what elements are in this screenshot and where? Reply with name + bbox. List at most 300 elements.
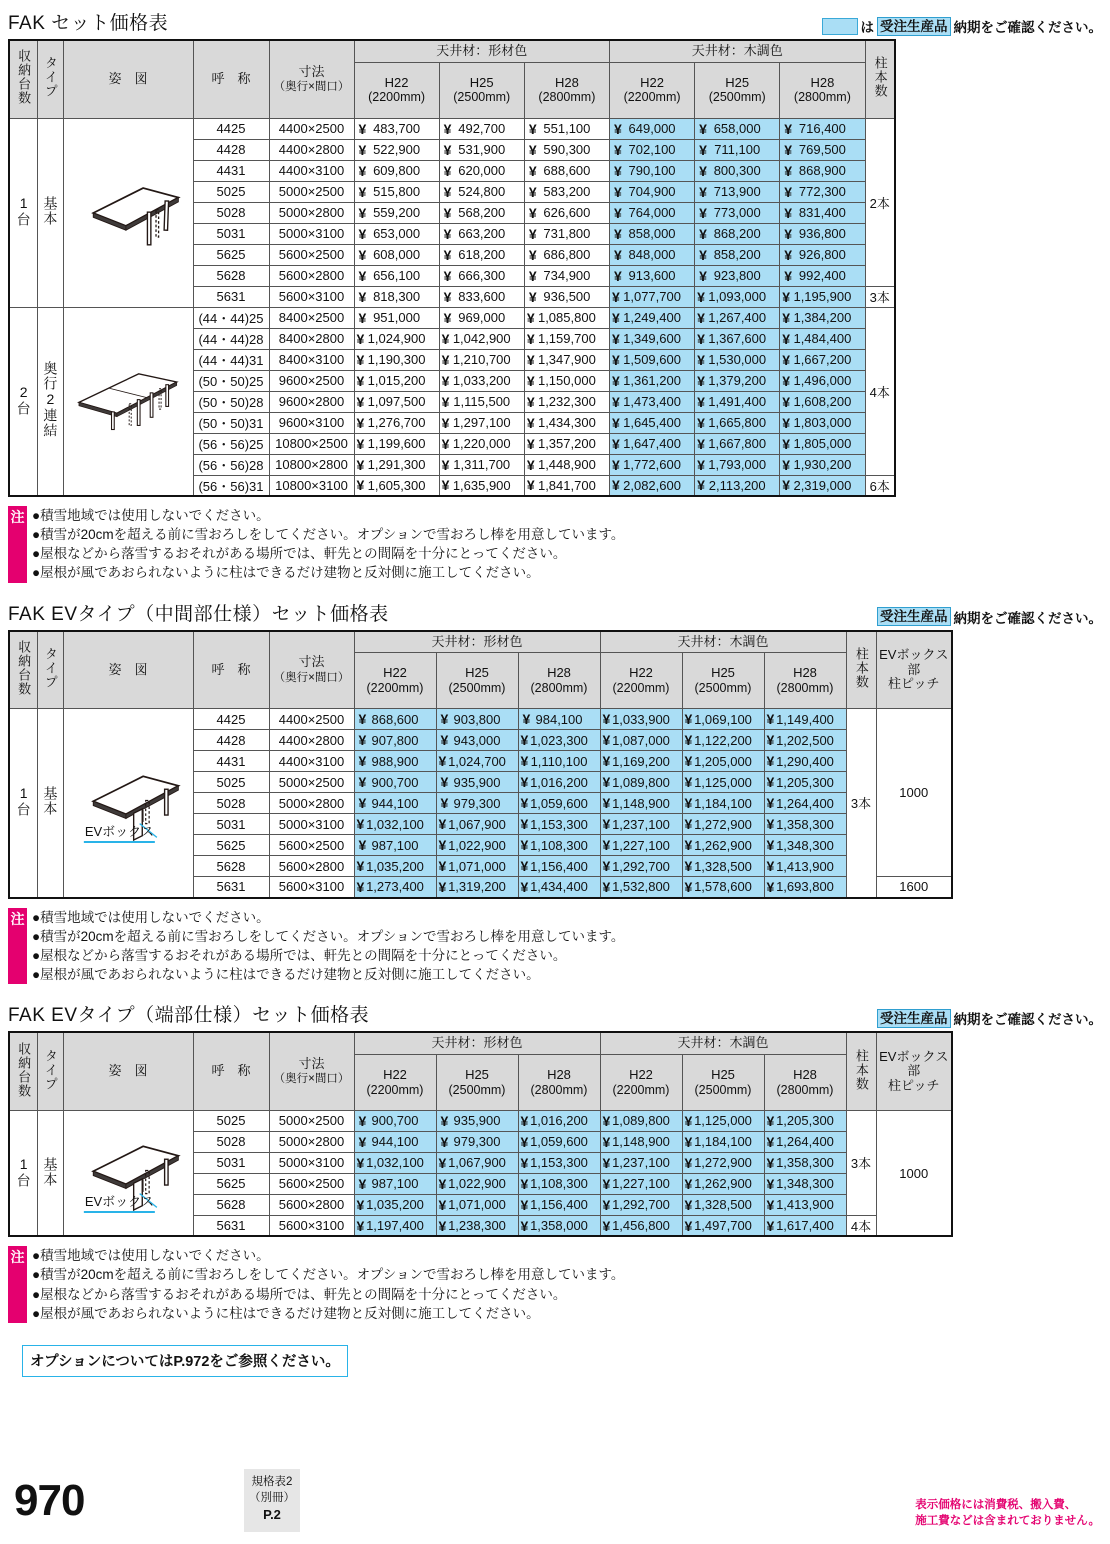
yen-symbol: ¥ bbox=[697, 351, 705, 368]
yen-symbol: ¥ bbox=[684, 1133, 693, 1150]
yen-symbol: ¥ bbox=[520, 816, 529, 833]
model-name-cell: 5025 bbox=[193, 772, 269, 793]
col-wood-h28: H28 (2800mm) bbox=[764, 653, 846, 709]
price-cell: ¥ 658,000 bbox=[695, 118, 780, 139]
price-cell: ¥ 1,297,100 bbox=[439, 412, 524, 433]
col-type: タイプ bbox=[37, 631, 63, 709]
yen-symbol: ¥ bbox=[684, 1154, 693, 1171]
col-pillars: 柱本数 bbox=[846, 1032, 876, 1110]
price-cell: ¥ 1,262,900 bbox=[682, 1173, 764, 1194]
price-cell: ¥ 1,195,900 bbox=[780, 286, 865, 307]
price-cell: ¥ 1,605,300 bbox=[354, 475, 439, 496]
yen-symbol: ¥ bbox=[684, 732, 693, 749]
col-dim: 寸法 （奥行×間口） bbox=[269, 631, 354, 709]
yen-symbol: ¥ bbox=[613, 162, 622, 179]
price-cell: ¥ 1,267,400 bbox=[695, 307, 780, 328]
price-cell: ¥ 1,456,800 bbox=[600, 1215, 682, 1236]
yen-symbol: ¥ bbox=[358, 183, 367, 200]
model-name-cell: 4425 bbox=[193, 709, 269, 730]
price-cell: ¥ 1,805,000 bbox=[780, 433, 865, 454]
yen-symbol: ¥ bbox=[526, 414, 535, 431]
price-cell: ¥ 769,500 bbox=[780, 139, 865, 160]
table-row bbox=[9, 118, 895, 139]
yen-symbol: ¥ bbox=[358, 162, 367, 179]
price-cell: ¥ 1,473,400 bbox=[609, 391, 694, 412]
yen-symbol: ¥ bbox=[528, 267, 537, 284]
section-header bbox=[0, 1000, 1110, 1031]
yen-symbol: ¥ bbox=[782, 351, 791, 368]
price-cell: ¥ 608,000 bbox=[354, 244, 439, 265]
price-table-fak-ev-end bbox=[8, 1031, 953, 1237]
price-cell: ¥ 1,149,400 bbox=[764, 709, 846, 730]
yen-symbol: ¥ bbox=[528, 183, 537, 200]
price-cell: ¥ 1,022,900 bbox=[436, 835, 518, 856]
model-name-cell: (56・56)25 bbox=[193, 433, 269, 454]
price-cell: ¥ 900,700 bbox=[354, 772, 436, 793]
price-cell: ¥ 1,220,000 bbox=[439, 433, 524, 454]
order-made-note bbox=[877, 607, 1102, 630]
yen-symbol: ¥ bbox=[358, 309, 367, 326]
page-number: 970 bbox=[14, 1476, 85, 1525]
price-cell: ¥ 1,358,300 bbox=[764, 1152, 846, 1173]
caution-list bbox=[27, 506, 624, 583]
price-cell: ¥ 1,035,200 bbox=[354, 1194, 436, 1215]
yen-symbol: ¥ bbox=[438, 837, 447, 854]
yen-symbol: ¥ bbox=[440, 1112, 449, 1129]
price-cell: ¥ 1,032,100 bbox=[354, 814, 436, 835]
price-cell: ¥ 800,300 bbox=[695, 160, 780, 181]
price-cell: ¥ 1,413,900 bbox=[764, 1194, 846, 1215]
col-wood-h28: H28 (2800mm) bbox=[780, 62, 865, 118]
yen-symbol: ¥ bbox=[602, 732, 611, 749]
price-cell: ¥ 900,700 bbox=[354, 1110, 436, 1131]
price-cell: ¥ 1,097,500 bbox=[354, 391, 439, 412]
yen-symbol: ¥ bbox=[684, 753, 693, 770]
price-cell: ¥ 1,169,200 bbox=[600, 751, 682, 772]
price-cell: ¥ 1,184,100 bbox=[682, 1131, 764, 1152]
option-note-row bbox=[0, 1345, 1110, 1377]
dimension-cell: 4400×2500 bbox=[269, 709, 354, 730]
yen-symbol: ¥ bbox=[784, 120, 793, 137]
price-cell: ¥ 987,100 bbox=[354, 835, 436, 856]
price-cell: ¥ 1,497,700 bbox=[682, 1215, 764, 1236]
price-cell: ¥ 944,100 bbox=[354, 1131, 436, 1152]
price-cell: ¥ 620,000 bbox=[439, 160, 524, 181]
col-pillars: 柱本数 bbox=[846, 631, 876, 709]
yen-symbol: ¥ bbox=[766, 1217, 775, 1234]
model-name-cell: 5031 bbox=[193, 814, 269, 835]
yen-symbol: ¥ bbox=[613, 183, 622, 200]
price-cell: ¥ 1,089,800 bbox=[600, 1110, 682, 1131]
caution-item: ●屋根などから落雪するおそれがある場所では、軒先との間隔を十分にとってください。 bbox=[32, 947, 567, 963]
price-cell: ¥ 935,900 bbox=[436, 1110, 518, 1131]
model-name-cell: 5628 bbox=[193, 265, 269, 286]
price-cell: ¥ 1,367,600 bbox=[695, 328, 780, 349]
price-cell: ¥ 1,319,200 bbox=[436, 877, 518, 898]
dimension-cell: 8400×2500 bbox=[269, 307, 354, 328]
yen-symbol: ¥ bbox=[602, 816, 611, 833]
model-name-cell: (50・50)28 bbox=[193, 391, 269, 412]
price-cell: ¥ 1,349,600 bbox=[609, 328, 694, 349]
price-cell: ¥ 1,024,700 bbox=[436, 751, 518, 772]
price-cell: ¥ 1,358,300 bbox=[764, 814, 846, 835]
price-cell: ¥ 656,100 bbox=[354, 265, 439, 286]
qty-cell: 1台 bbox=[9, 709, 37, 898]
yen-symbol: ¥ bbox=[358, 267, 367, 284]
model-name-cell: (56・56)31 bbox=[193, 475, 269, 496]
dimension-cell: 9600×3100 bbox=[269, 412, 354, 433]
order-made-tag: 受注生産品 bbox=[877, 1009, 951, 1028]
section-header bbox=[0, 599, 1110, 630]
order-made-note bbox=[877, 1008, 1102, 1031]
yen-symbol: ¥ bbox=[356, 858, 365, 875]
pillar-count-cell: 3本 bbox=[846, 709, 876, 898]
figure-cell bbox=[63, 118, 193, 307]
dimension-cell: 5000×3100 bbox=[269, 814, 354, 835]
price-cell: ¥ 1,509,600 bbox=[609, 349, 694, 370]
section-fak-ev-mid bbox=[0, 583, 1110, 985]
col-alum-h22: H22 (2200mm) bbox=[354, 62, 439, 118]
yen-symbol: ¥ bbox=[697, 435, 705, 452]
price-cell: ¥ 1,024,900 bbox=[354, 328, 439, 349]
col-alum-h22: H22 (2200mm) bbox=[354, 653, 436, 709]
col-pillars: 柱本数 bbox=[865, 40, 895, 118]
price-cell: ¥ 979,300 bbox=[436, 793, 518, 814]
model-name-cell: 5631 bbox=[193, 286, 269, 307]
dimension-cell: 9600×2500 bbox=[269, 370, 354, 391]
col-alum-h28: H28 (2800mm) bbox=[518, 1054, 600, 1110]
price-cell: ¥ 858,200 bbox=[695, 244, 780, 265]
price-cell: ¥ 1,205,000 bbox=[682, 751, 764, 772]
price-cell: ¥ 1,361,200 bbox=[609, 370, 694, 391]
dimension-cell: 5600×3100 bbox=[269, 877, 354, 898]
yen-symbol: ¥ bbox=[684, 1175, 693, 1192]
price-cell: ¥ 1,016,200 bbox=[518, 772, 600, 793]
dimension-cell: 5600×2800 bbox=[269, 265, 354, 286]
dimension-cell: 10800×2800 bbox=[269, 454, 354, 475]
yen-symbol: ¥ bbox=[766, 837, 775, 854]
figure-cell bbox=[63, 1110, 193, 1236]
price-cell: ¥ 1,110,100 bbox=[518, 751, 600, 772]
dimension-cell: 5000×3100 bbox=[269, 1152, 354, 1173]
price-cell: ¥ 1,347,900 bbox=[524, 349, 609, 370]
model-name-cell: 5625 bbox=[193, 244, 269, 265]
price-cell: ¥ 568,200 bbox=[439, 202, 524, 223]
price-cell: ¥ 1,059,600 bbox=[518, 1131, 600, 1152]
yen-symbol: ¥ bbox=[766, 753, 775, 770]
yen-symbol: ¥ bbox=[766, 858, 775, 875]
price-cell: ¥ 1,227,100 bbox=[600, 835, 682, 856]
price-cell: ¥ 666,300 bbox=[439, 265, 524, 286]
price-cell: ¥ 988,900 bbox=[354, 751, 436, 772]
yen-symbol: ¥ bbox=[438, 1217, 447, 1234]
yen-symbol: ¥ bbox=[440, 732, 449, 749]
price-cell: ¥ 1,793,000 bbox=[695, 454, 780, 475]
dimension-cell: 4400×3100 bbox=[269, 160, 354, 181]
price-cell: ¥ 583,200 bbox=[524, 181, 609, 202]
price-cell: ¥ 1,530,000 bbox=[695, 349, 780, 370]
price-cell: ¥ 926,800 bbox=[780, 244, 865, 265]
yen-symbol: ¥ bbox=[699, 141, 707, 158]
yen-symbol: ¥ bbox=[782, 372, 791, 389]
yen-symbol: ¥ bbox=[356, 372, 365, 389]
yen-symbol: ¥ bbox=[766, 1196, 775, 1213]
price-cell: ¥ 1,059,600 bbox=[518, 793, 600, 814]
yen-symbol: ¥ bbox=[356, 393, 365, 410]
yen-symbol: ¥ bbox=[699, 183, 707, 200]
yen-symbol: ¥ bbox=[602, 1133, 611, 1150]
model-name-cell: (50・50)25 bbox=[193, 370, 269, 391]
yen-symbol: ¥ bbox=[684, 878, 693, 895]
yen-symbol: ¥ bbox=[356, 1217, 365, 1234]
yen-symbol: ¥ bbox=[766, 1175, 775, 1192]
dimension-cell: 5600×2500 bbox=[269, 1173, 354, 1194]
col-wood-h25: H25 (2500mm) bbox=[682, 1054, 764, 1110]
qty-cell: 2台 bbox=[9, 307, 37, 496]
yen-symbol: ¥ bbox=[697, 372, 705, 389]
col-ev-pitch: EVボックス部 柱ピッチ bbox=[876, 631, 952, 709]
dimension-cell: 10800×2500 bbox=[269, 433, 354, 454]
yen-symbol: ¥ bbox=[782, 477, 791, 494]
carport-double-icon bbox=[64, 351, 193, 451]
dimension-cell: 4400×3100 bbox=[269, 751, 354, 772]
price-cell: ¥ 1,608,200 bbox=[780, 391, 865, 412]
col-qty: 収納台数 bbox=[9, 1032, 37, 1110]
price-cell: ¥ 716,400 bbox=[780, 118, 865, 139]
caution-mark: 注 bbox=[8, 1246, 27, 1323]
col-group-alum: 天井材：形材色 bbox=[354, 40, 609, 62]
table-row bbox=[9, 1110, 952, 1131]
price-cell: ¥ 1,667,200 bbox=[780, 349, 865, 370]
price-cell: ¥ 1,033,900 bbox=[600, 709, 682, 730]
tax-note bbox=[915, 1497, 1100, 1530]
price-cell: ¥ 979,300 bbox=[436, 1131, 518, 1152]
caution-item: ●屋根が風であおられないように柱はできるだけ建物と反対側に施工してください。 bbox=[32, 1305, 540, 1321]
yen-symbol: ¥ bbox=[443, 162, 452, 179]
price-cell: ¥ 1,311,700 bbox=[439, 454, 524, 475]
yen-symbol: ¥ bbox=[438, 1175, 447, 1192]
yen-symbol: ¥ bbox=[611, 372, 620, 389]
col-wood-h25: H25 (2500mm) bbox=[695, 62, 780, 118]
qty-cell: 1台 bbox=[9, 1110, 37, 1236]
yen-symbol: ¥ bbox=[441, 435, 450, 452]
yen-symbol: ¥ bbox=[356, 330, 365, 347]
model-name-cell: 4425 bbox=[193, 118, 269, 139]
yen-symbol: ¥ bbox=[766, 795, 775, 812]
col-name: 呼 称 bbox=[193, 1032, 269, 1110]
yen-symbol: ¥ bbox=[356, 414, 365, 431]
price-cell: ¥ 2,082,600 bbox=[609, 475, 694, 496]
ev-pitch-cell: 1000 bbox=[876, 709, 952, 877]
caution-item: ●屋根などから落雪するおそれがある場所では、軒先との間隔を十分にとってください。 bbox=[32, 546, 567, 562]
price-table-fak-ev-mid bbox=[8, 630, 953, 899]
price-cell: ¥ 731,800 bbox=[524, 223, 609, 244]
model-name-cell: 5025 bbox=[193, 1110, 269, 1131]
yen-symbol: ¥ bbox=[526, 330, 535, 347]
tax-note-line2: 施工費などは含まれておりません。 bbox=[915, 1515, 1100, 1528]
yen-symbol: ¥ bbox=[602, 753, 611, 770]
price-cell: ¥ 1,272,900 bbox=[682, 1152, 764, 1173]
caution-item: ●積雪地域では使用しないでください。 bbox=[32, 1248, 270, 1264]
yen-symbol: ¥ bbox=[766, 1133, 775, 1150]
price-cell: ¥ 1,272,900 bbox=[682, 814, 764, 835]
yen-symbol: ¥ bbox=[358, 120, 367, 137]
yen-symbol: ¥ bbox=[358, 225, 367, 242]
yen-symbol: ¥ bbox=[526, 309, 535, 326]
col-ev-pitch: EVボックス部 柱ピッチ bbox=[876, 1032, 952, 1110]
yen-symbol: ¥ bbox=[784, 183, 793, 200]
yen-symbol: ¥ bbox=[784, 246, 793, 263]
price-cell: ¥ 1,448,900 bbox=[524, 454, 609, 475]
yen-symbol: ¥ bbox=[784, 225, 793, 242]
qty-cell: 1台 bbox=[9, 118, 37, 307]
yen-symbol: ¥ bbox=[441, 351, 450, 368]
yen-symbol: ¥ bbox=[697, 456, 705, 473]
price-cell: ¥ 1,199,600 bbox=[354, 433, 439, 454]
price-cell: ¥ 1,273,400 bbox=[354, 877, 436, 898]
col-wood-h22: H22 (2200mm) bbox=[600, 653, 682, 709]
price-cell: ¥ 764,000 bbox=[609, 202, 694, 223]
model-name-cell: 5625 bbox=[193, 1173, 269, 1194]
section-title: FAK EVタイプ（端部仕様）セット価格表 bbox=[8, 1005, 370, 1027]
caution-item: ●屋根が風であおられないように柱はできるだけ建物と反対側に施工してください。 bbox=[32, 565, 540, 581]
price-cell: ¥ 734,900 bbox=[524, 265, 609, 286]
caution-item: ●積雪が20cmを超える前に雪おろしをしてください。オプションで雪おろし棒を用意しています。 bbox=[32, 527, 625, 543]
yen-symbol: ¥ bbox=[438, 858, 447, 875]
price-cell: ¥ 663,200 bbox=[439, 223, 524, 244]
section-header bbox=[0, 8, 1110, 39]
yen-symbol: ¥ bbox=[684, 774, 693, 791]
yen-symbol: ¥ bbox=[526, 351, 535, 368]
price-cell: ¥ 1,093,000 bbox=[695, 286, 780, 307]
price-cell: ¥ 1,071,000 bbox=[436, 856, 518, 877]
price-cell: ¥ 713,900 bbox=[695, 181, 780, 202]
dimension-cell: 5600×2500 bbox=[269, 835, 354, 856]
price-cell: ¥ 1,841,700 bbox=[524, 475, 609, 496]
yen-symbol: ¥ bbox=[520, 753, 529, 770]
yen-symbol: ¥ bbox=[613, 120, 622, 137]
price-cell: ¥ 1,930,200 bbox=[780, 454, 865, 475]
price-cell: ¥ 1,210,700 bbox=[439, 349, 524, 370]
caution-item: ●屋根などから落雪するおそれがある場所では、軒先との間隔を十分にとってください。 bbox=[32, 1286, 567, 1302]
dimension-cell: 5000×2800 bbox=[269, 202, 354, 223]
yen-symbol: ¥ bbox=[766, 732, 775, 749]
yen-symbol: ¥ bbox=[440, 774, 449, 791]
yen-symbol: ¥ bbox=[602, 1154, 611, 1171]
yen-symbol: ¥ bbox=[356, 351, 365, 368]
price-cell: ¥ 1,264,400 bbox=[764, 793, 846, 814]
price-cell: ¥ 1,125,000 bbox=[682, 1110, 764, 1131]
yen-symbol: ¥ bbox=[441, 372, 450, 389]
price-cell: ¥ 1,115,500 bbox=[439, 391, 524, 412]
price-cell: ¥ 1,022,900 bbox=[436, 1173, 518, 1194]
dimension-cell: 4400×2500 bbox=[269, 118, 354, 139]
ev-pitch-cell: 1000 bbox=[876, 1110, 952, 1236]
yen-symbol: ¥ bbox=[358, 1112, 367, 1129]
yen-symbol: ¥ bbox=[697, 288, 705, 305]
price-cell: ¥ 559,200 bbox=[354, 202, 439, 223]
yen-symbol: ¥ bbox=[520, 1133, 529, 1150]
col-figure: 姿 図 bbox=[63, 1032, 193, 1110]
price-cell: ¥ 1,108,300 bbox=[518, 1173, 600, 1194]
option-reference-note[interactable]: オプションについてはP.972をご参照ください。 bbox=[22, 1345, 348, 1377]
price-cell: ¥ 702,100 bbox=[609, 139, 694, 160]
price-cell: ¥ 1,067,900 bbox=[436, 814, 518, 835]
yen-symbol: ¥ bbox=[528, 246, 537, 263]
yen-symbol: ¥ bbox=[520, 1154, 529, 1171]
price-cell: ¥ 1,772,600 bbox=[609, 454, 694, 475]
order-made-note bbox=[822, 16, 1103, 39]
yen-symbol: ¥ bbox=[520, 1217, 529, 1234]
col-wood-h22: H22 (2200mm) bbox=[600, 1054, 682, 1110]
yen-symbol: ¥ bbox=[520, 837, 529, 854]
caution-item: ●積雪地域では使用しないでください。 bbox=[32, 909, 270, 925]
col-group-alum: 天井材：形材色 bbox=[354, 1032, 600, 1054]
dimension-cell: 5600×3100 bbox=[269, 1215, 354, 1236]
model-name-cell: 5628 bbox=[193, 856, 269, 877]
col-figure: 姿 図 bbox=[63, 631, 193, 709]
price-cell: ¥ 522,900 bbox=[354, 139, 439, 160]
price-cell: ¥ 1,357,200 bbox=[524, 433, 609, 454]
caution-item: ●積雪が20cmを超える前に雪おろしをしてください。オプションで雪おろし棒を用意しています。 bbox=[32, 928, 625, 944]
dimension-cell: 5600×2800 bbox=[269, 1194, 354, 1215]
price-cell: ¥ 1,384,200 bbox=[780, 307, 865, 328]
order-color-swatch bbox=[822, 18, 858, 35]
pillar-count-cell: 4本 bbox=[865, 307, 895, 475]
col-type: タイプ bbox=[37, 40, 63, 118]
price-cell: ¥ 1,016,200 bbox=[518, 1110, 600, 1131]
price-cell: ¥ 1,348,300 bbox=[764, 835, 846, 856]
col-alum-h22: H22 (2200mm) bbox=[354, 1054, 436, 1110]
yen-symbol: ¥ bbox=[602, 837, 611, 854]
dimension-cell: 5600×2800 bbox=[269, 856, 354, 877]
yen-symbol: ¥ bbox=[356, 816, 365, 833]
yen-symbol: ¥ bbox=[526, 435, 535, 452]
price-cell: ¥ 1,667,800 bbox=[695, 433, 780, 454]
yen-symbol: ¥ bbox=[613, 204, 622, 221]
yen-symbol: ¥ bbox=[766, 711, 775, 728]
yen-symbol: ¥ bbox=[602, 1112, 611, 1129]
order-note-suffix: 納期をご確認ください。 bbox=[953, 20, 1102, 35]
yen-symbol: ¥ bbox=[602, 711, 611, 728]
model-name-cell: 5028 bbox=[193, 202, 269, 223]
yen-symbol: ¥ bbox=[356, 456, 365, 473]
section-fak-set bbox=[0, 0, 1110, 583]
yen-symbol: ¥ bbox=[528, 141, 537, 158]
price-cell: ¥ 1,085,800 bbox=[524, 307, 609, 328]
yen-symbol: ¥ bbox=[356, 878, 365, 895]
price-cell: ¥ 992,400 bbox=[780, 265, 865, 286]
price-cell: ¥ 492,700 bbox=[439, 118, 524, 139]
yen-symbol: ¥ bbox=[782, 309, 791, 326]
section-title: FAK セット価格表 bbox=[8, 13, 169, 34]
caution-item: ●積雪が20cmを超える前に雪おろしをしてください。オプションで雪おろし棒を用意しています。 bbox=[32, 1267, 625, 1283]
yen-symbol: ¥ bbox=[358, 246, 367, 263]
price-cell: ¥ 704,900 bbox=[609, 181, 694, 202]
price-cell: ¥ 903,800 bbox=[436, 709, 518, 730]
dimension-cell: 5600×3100 bbox=[269, 286, 354, 307]
yen-symbol: ¥ bbox=[358, 795, 367, 812]
price-cell: ¥ 483,700 bbox=[354, 118, 439, 139]
col-alum-h25: H25 (2500mm) bbox=[436, 1054, 518, 1110]
yen-symbol: ¥ bbox=[602, 878, 611, 895]
price-cell: ¥ 923,800 bbox=[695, 265, 780, 286]
price-cell: ¥ 936,500 bbox=[524, 286, 609, 307]
yen-symbol: ¥ bbox=[443, 309, 452, 326]
table-row bbox=[9, 709, 952, 730]
yen-symbol: ¥ bbox=[358, 732, 367, 749]
price-cell: ¥ 1,292,700 bbox=[600, 856, 682, 877]
